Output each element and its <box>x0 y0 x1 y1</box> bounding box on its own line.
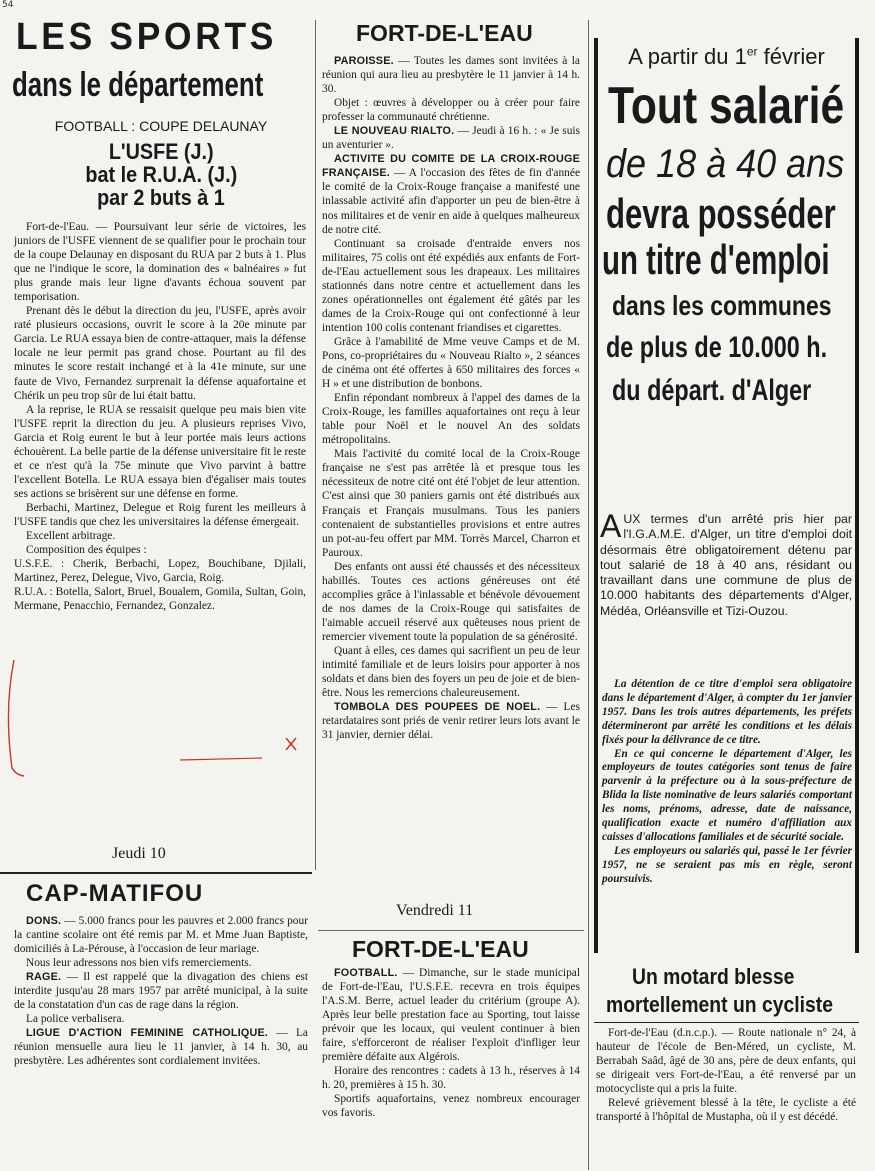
divider <box>594 1022 859 1023</box>
item-lead: LE NOUVEAU RIALTO. <box>334 125 455 138</box>
headline-line-2: bat le R.U.A. (J.) <box>85 162 237 187</box>
cap-matifou-title: CAP-MATIFOU <box>26 880 204 907</box>
pen-bracket-mark <box>0 650 320 850</box>
item-text: La police verbalisera. <box>26 1013 125 1026</box>
box-line-2: Tout salarié <box>608 77 845 135</box>
body-paragraph: Prenant dès le début la direction du jeu, l'USFE, après avoir raté plusieurs occasions, ouvrit le score à la 20e minute par Garcia. Le RUA essaya bien de contre-attaquer, mais la défense locale ne leur permit pas grand chose. Pourtant au fil des minutes le score restait inchangé et à la 41e minute, sur une faute de Vivo, Fernandez surprenait la défense aquafortaine et Chérik un peu trop sûr de lui était battu. <box>14 305 306 402</box>
italic-paragraph: En ce qui concerne le département d'Alger, les employeurs de toutes catégories sont tenus de faire parvenir à la préfecture ou à la sous-préfecture de Blida la liste nominative de leurs salariés comportant les noms, prénoms, adresse, date de naissance, qualification exacte et numéro d'affiliation aux caisses d'allocations familiales et de sécurité sociale. <box>602 747 852 843</box>
motard-headline-2: mortellement un cycliste <box>606 992 834 1017</box>
box-line-6: dans les communes <box>612 290 832 321</box>
item-text: Sportifs aquafortains, venez nombreux encourager vos favoris. <box>322 1093 580 1120</box>
item-text: Enfin répondant nombreux à l'appel des dames de la Croix-Rouge, les familles aquafortaines ont reçu à leur table pour Noël et le nouvel An des soldats métropolitains. <box>322 392 580 447</box>
body-paragraph: Berbachi, Martinez, Delegue et Roig furent les meilleurs à l'USFE tandis que chez les universitaires la défense émergeait. <box>14 501 306 528</box>
drop-cap: A <box>600 508 622 544</box>
divider <box>0 872 312 874</box>
fort-de-leau-title: FORT-DE-L'EAU <box>356 20 533 46</box>
item-text: — 5.000 francs pour les pauvres et 2.000 francs pour la cantine scolaire ont été remis par M. et Mme Juan Baptiste, domiciliés à La-Pérouse, à l'occasion de leur mariage. <box>14 915 308 956</box>
body-paragraph: Fort-de-l'Eau. — Poursuivant leur série de victoires, les juniors de l'USFE viennent de se qualifier pour le prochain tour de la coupe Delaunay en disposant du RUA par 2 buts à 1. Plus que ne l'indique le score, la domination des « balnéaires » fut plus grande mais leur ligne d'avants échoua souvent par temporisation. <box>14 221 306 304</box>
item-text: — Les retardataires sont priés de venir retirer leurs lots avant le 31 janvier, dernier délai. <box>322 701 580 742</box>
box-line-1 <box>598 44 855 70</box>
fort-de-leau-title-2: FORT-DE-L'EAU <box>352 936 529 962</box>
box-line-8: du départ. d'Alger <box>612 374 812 407</box>
item-text: — Jeudi à 16 h. : « Je suis un aventurier ». <box>322 125 580 152</box>
item-lead: RAGE. <box>26 971 62 984</box>
football-body <box>322 966 580 1121</box>
item-lead: FOOTBALL. <box>334 967 398 979</box>
item-text: — A l'occasion des fêtes de fin d'année le comité de la Croix-Rouge française a manifesté une inlassable activité afin d'apporter un peu de bien-être à nos militaires et de venir en aide à quelques malheureux de notre cité. <box>322 167 580 236</box>
headline-line-3: par 2 buts à 1 <box>97 185 225 210</box>
item-text: — Il est rappelé que la divagation des chiens est interdite jusqu'au 28 mars 1957 par arrêté municipal, à la suite de la constatation d'un cas de rage dans la région. <box>14 971 308 1012</box>
body-paragraph: A la reprise, le RUA se ressaisit quelque peu mais bien vite l'USFE reprit la direction du jeu. A plusieurs reprises Vivo, Garcia et Roig eurent le but à leur portée mais leurs actions échouèrent. La belle partie de la défense universitaire fit le reste et ce n'est qu'à la 75e minute que Vivo parvint à battre l'excellent Botella. Le RUA essaya bien d'égaliser mais toutes ses actions se brisèrent sur une défense en forme. <box>14 403 306 500</box>
headline-line-1: L'USFE (J.) <box>108 139 214 164</box>
motard-article <box>594 962 859 1168</box>
item-lead: LIGUE D'ACTION FEMININE CATHOLIQUE. <box>26 1027 269 1040</box>
item-text: Quant à elles, ces dames qui sacrifient un peu de leur intimité familiale et de leurs loisirs pour apporter à nos soldats et dans bien des foyers un peu de joie et de bien-être. Nous les remercions chaleureusement. <box>322 644 580 700</box>
item-lead: TOMBOLA DES POUPEES DE NOEL. <box>334 701 541 714</box>
box-line-1-text: A partir du 1 <box>628 44 747 69</box>
cap-matifou-section <box>14 878 310 1168</box>
body-paragraph: Excellent arbitrage. <box>26 530 116 543</box>
section-title: LES SPORTS <box>16 16 278 58</box>
item-text: — Toutes les dames sont invitées à la réunion qui aura lieu au presbytère le 11 janvier à 14 h. 30. <box>322 55 580 96</box>
item-text: — La réunion mensuelle aura lieu le 11 janvier, à 14 h. 30, au presbytère. Les adhérentes sont cordialement invitées. <box>14 1027 308 1068</box>
box-line-4: devra posséder <box>606 190 836 237</box>
headline-block <box>12 139 310 211</box>
section-subtitle: dans le département <box>12 66 264 104</box>
italic-paragraph: Les employeurs ou salariés qui, passé le 1er février 1957, ne se seraient pas mis en règle, seront poursuivis. <box>602 844 852 885</box>
sports-body <box>14 220 306 613</box>
item-text: Nous leur adressons nos bien vifs remerciements. <box>26 957 252 970</box>
italic-paragraph: La détention de ce titre d'emploi sera obligatoire dans le département d'Alger, à compter du 1er janvier 1957. Dans les trois autres départements, les préfets détermineront par arrêté les conditions et les délais fixés pour la délivrance de ce titre. <box>602 678 852 746</box>
item-text: Objet : œuvres à développer ou à créer pour faire professer la communauté chrétienne. <box>322 97 580 124</box>
column-rule <box>588 20 589 1170</box>
item-text: Grâce à l'amabilité de Mme veuve Camps et de M. Pons, co-propriétaires du « Nouveau Rialto », 2 séances de cinéma ont été offertes à 650 militaires des forces « H » et une distribution de bonbons. <box>322 335 580 391</box>
item-text: Mais l'activité du comité local de la Croix-Rouge française ne s'est pas arrêtée là et presque tous les nécessiteux de notre cité ont été l'objet de leur attention. C'est ainsi que 30 paniers garnis ont été distribués aux Français et Français musulmans. Tous les paniers contenaient de substantielles provisions et entre autres un pot-au-feu offert par MM. Torrès Marcel, Charron et Pauroux. <box>322 448 580 559</box>
fort-de-leau-body <box>322 54 580 742</box>
item-lead: DONS. <box>26 915 62 927</box>
motard-body <box>596 1026 856 1124</box>
item-text: Continuant sa croisade d'entraide envers nos militaires, 75 colis ont été expédiés aux enfants de Fort-de-l'Eau actuellement sous les drapeaux. Les militaires stationnés dans notre centre et actuellement dans les zones opérationnelles ont également été gâtés par les dames de la Croix-Rouge qui ont confectionné à leur intention 100 colis contenant friandises et cigarettes. <box>322 237 580 334</box>
fort-de-leau-section-2 <box>322 934 584 1168</box>
item-lead: ACTIVITE DU COMITE DE LA CROIX-ROUGE FRANÇAISE. <box>322 153 580 180</box>
day-heading-jeudi: Jeudi 10 <box>112 845 166 862</box>
article-kicker: FOOTBALL : COUPE DELAUNAY <box>54 118 268 134</box>
fort-de-leau-section <box>322 20 584 840</box>
team-lineup: U.S.F.E. : Cherik, Berbachi, Lopez, Bouchibane, Djilali, Martinez, Perez, Delegue, Vivo, Garcia, Roig. <box>14 558 306 585</box>
item-text: Horaire des rencontres : cadets à 13 h., réserves à 14 h. 20, premières à 15 h. 30. <box>322 1065 580 1092</box>
body-paragraph: Relevé grièvement blessé à la tête, le cycliste a été transporté à l'hôpital de Mustapha, où il y est décédé. <box>596 1097 856 1124</box>
column-rule <box>315 20 316 870</box>
box-line-7: de plus de 10.000 h. <box>606 331 828 364</box>
page-number-scribble: 54 <box>2 0 14 10</box>
item-text: — Dimanche, sur le stade municipal de Fort-de-l'Eau, l'U.S.F.E. recevra en trois équipes l'A.S.M. Berre, actuel leader du critérium (groupe A). Après leur belle prestation face au Sporting, tout laisse prévoir que les locaux, qui veulent continuer à bien faire, s'efforceront de réaliser l'exploit d'infliger leur première défaite aux Algérois. <box>322 967 580 1064</box>
intro-paragraph <box>600 508 852 619</box>
box-line-5: un titre d'emploi <box>602 236 830 283</box>
titre-emploi-box <box>594 38 859 953</box>
italic-body <box>602 678 852 887</box>
intro-text: UX termes d'un arrêté pris hier par l'I.G.A.M.E. d'Alger, un titre d'emploi doit désormais être obligatoirement détenu par tout salarié de 18 à 40 ans, résidant ou travaillant dans une commune de plus de 10.000 habitants des départements d'Alger, Médéa, Orléansville et Tizi-Ouzou. <box>600 512 852 618</box>
team-lineup: R.U.A. : Botella, Salort, Bruel, Boualem, Gomila, Sultan, Goin, Mermane, Penacchio, Fernandez, Gonzalez. <box>14 586 306 613</box>
item-lead: PAROISSE. <box>334 55 394 67</box>
divider <box>318 930 584 931</box>
box-line-3: de 18 à 40 ans <box>606 142 845 186</box>
item-text: Des enfants ont aussi été chaussés et des nécessiteux habillés. Toutes ces actions généreuses ont été accomplies grâce à l'inlassable et bénévole dévouement de nos dames de la Croix-Rouge qui satisfaites de l'aimable accueil réservé aux quêteuses nous prient de remercier vivement toute la population de sa générosité. <box>322 560 580 643</box>
body-paragraph: Composition des équipes : <box>26 544 147 557</box>
box-line-1-tail: février <box>757 44 825 69</box>
box-line-1-sup: er <box>746 44 758 59</box>
cap-matifou-body <box>14 914 308 1069</box>
motard-headline-1: Un motard blesse <box>632 964 795 989</box>
body-paragraph: Fort-de-l'Eau (d.n.c.p.). — Route nationale n° 24, à hauteur de l'école de Ben-Méred, un cycliste, M. Berrabah Saâd, âgé de 30 ans, père de deux enfants, qui se dirigeait vers Fort-de-l'Eau, a été renversé par un motocycliste qui a pris la fuite. <box>596 1027 856 1096</box>
day-heading-vendredi: Vendredi 11 <box>396 902 474 919</box>
